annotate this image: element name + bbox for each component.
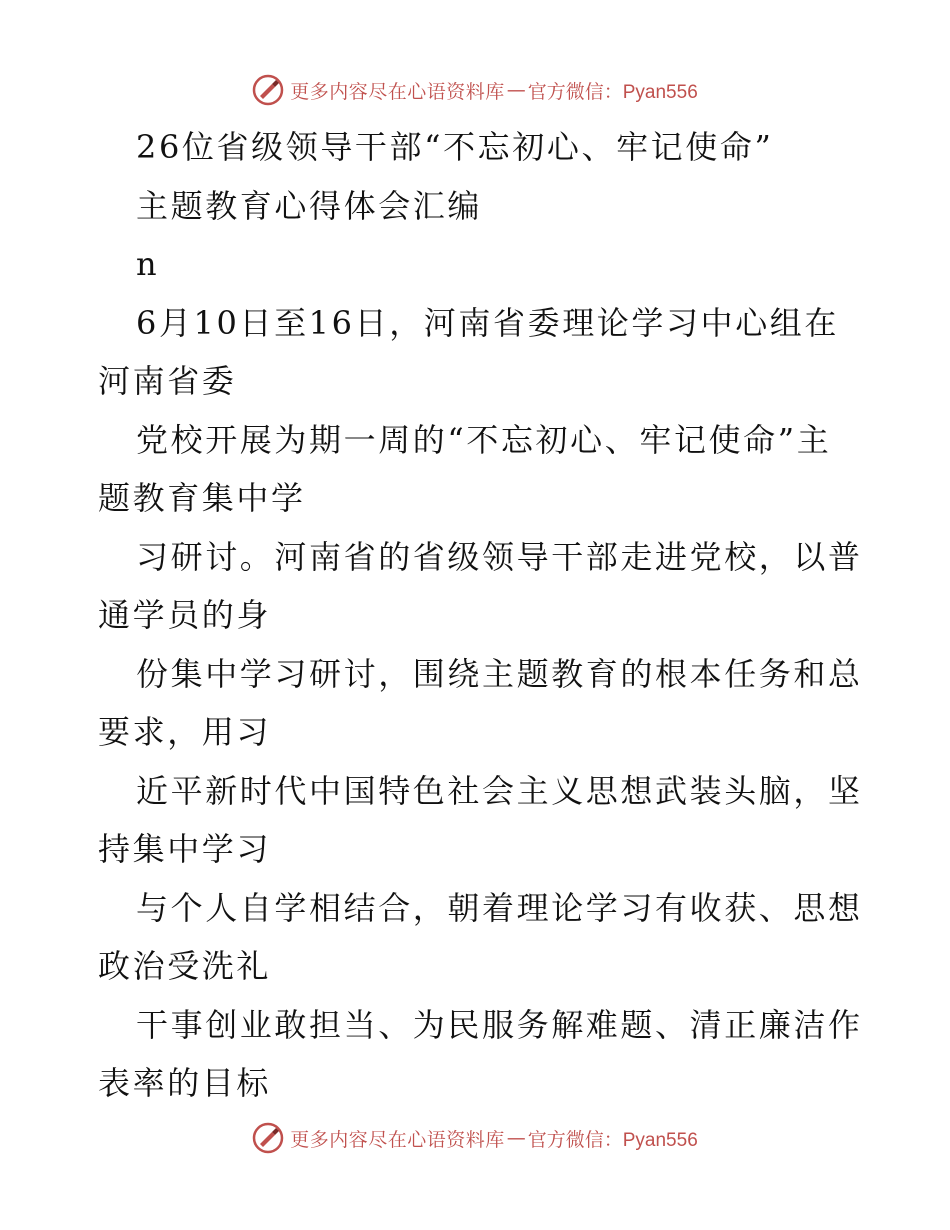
text-line: 政治受洗礼 [98, 947, 272, 985]
text-line: 表率的目标 [98, 1064, 272, 1102]
footer-banner [0, 1118, 950, 1158]
text-line: 6月10日至16日，河南省委理论学习中心组在 [136, 303, 839, 342]
banner-separator: — [506, 79, 526, 101]
text-line: 党校开展为期一周的“不忘初心、牢记使命”主 [136, 420, 832, 459]
banner-contact: 官方微信：Pyan556 [527, 1129, 698, 1151]
banner-title: 更多内容尽在心语资料库 [290, 80, 505, 103]
text-line: n [136, 245, 160, 283]
text-line: 持集中学习 [98, 830, 272, 868]
document-body [98, 118, 863, 1113]
banner-separator: — [506, 1127, 526, 1149]
pen-circle-logo-icon [252, 1122, 284, 1154]
header-banner [0, 70, 950, 110]
text-line: 干事创业敢担当、为民服务解难题、清正廉洁作 [136, 1005, 863, 1044]
text-line: 习研讨。河南省的省级领导干部走进党校，以普 [136, 537, 863, 576]
text-line: 26位省级领导干部“不忘初心、牢记使命” [136, 128, 774, 166]
text-line: 题教育集中学 [98, 479, 306, 517]
pen-circle-logo-icon [252, 74, 284, 106]
text-line: 主题教育心得体会汇编 [136, 186, 483, 225]
banner-contact: 官方微信：Pyan556 [527, 81, 698, 103]
banner-title: 更多内容尽在心语资料库 [290, 1128, 505, 1151]
text-line: 近平新时代中国特色社会主义思想武装头脑，坚 [136, 771, 863, 810]
text-line: 与个人自学相结合，朝着理论学习有收获、思想 [136, 888, 863, 927]
text-line: 河南省委 [98, 362, 237, 400]
text-line: 份集中学习研讨，围绕主题教育的根本任务和总 [136, 654, 863, 693]
text-line: 通学员的身 [98, 596, 272, 634]
text-line: 要求，用习 [98, 713, 272, 751]
